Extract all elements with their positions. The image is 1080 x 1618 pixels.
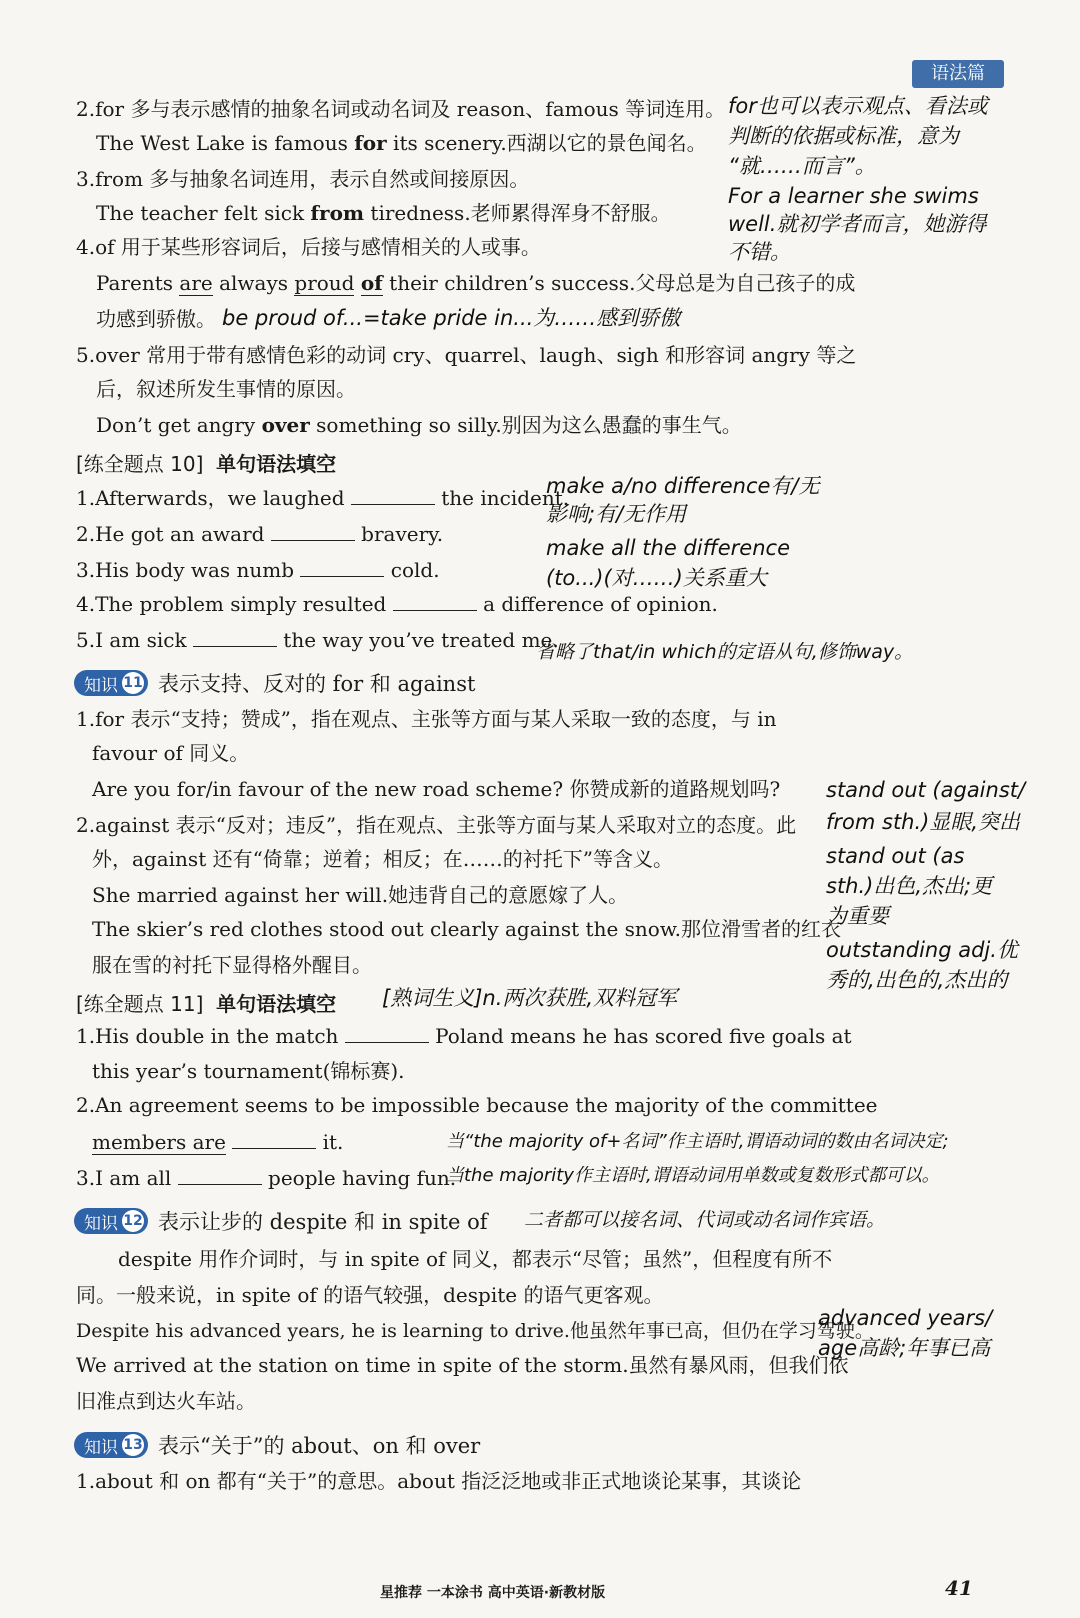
- handwritten-note: well.就初学者而言，她游得: [728, 212, 987, 236]
- answer-blank[interactable]: [271, 520, 355, 541]
- text-span: always: [212, 271, 295, 295]
- text-line: 外，against 还有“倚靠；逆着；相反；在……的衬托下”等含义。: [92, 847, 674, 871]
- handwritten-note: “就……而言”。: [728, 154, 876, 178]
- handwritten-note: [熟词生义]n.两次获胜,双料冠军: [382, 986, 678, 1010]
- handwritten-note: stand out (as: [826, 844, 965, 868]
- badge-label: 知识: [84, 1437, 118, 1458]
- item-text: 3.I am all: [76, 1166, 172, 1190]
- handwritten-note: 二者都可以接名词、代词或动名词作宾语。: [524, 1209, 886, 1231]
- keyword: of: [360, 271, 383, 295]
- text-span: something so silly.别因为这么愚蠢的事生气。: [309, 413, 742, 437]
- exercise-item: 2.An agreement seems to be impossible because the majority of the committee: [76, 1093, 878, 1117]
- underlined-word: proud: [294, 271, 355, 295]
- knowledge-heading: [74, 1430, 480, 1460]
- text-span: Don’t get angry: [96, 413, 262, 437]
- text-line: 1.about 和 on 都有“关于”的意思。about 指泛泛地或非正式地谈论某事，其谈论: [76, 1469, 802, 1493]
- knowledge-title: 表示“关于”的 about、on 和 over: [158, 1434, 481, 1458]
- answer-blank[interactable]: [351, 484, 435, 505]
- knowledge-heading: [74, 668, 475, 698]
- exercise-item: [76, 626, 559, 653]
- footer-text: 星推荐 一本涂书 高中英语·新教材版: [380, 1585, 606, 1601]
- handwritten-note: be proud of...=take pride in...为……感到骄傲: [222, 306, 681, 330]
- knowledge-badge: [74, 1432, 148, 1458]
- knowledge-title: 表示让步的 despite 和 in spite of: [158, 1210, 488, 1234]
- handwritten-note: make a/no difference有/无: [546, 474, 820, 498]
- text-line: 2.for 多与表示感情的抽象名词或动名词及 reason、famous 等词连用。: [76, 97, 726, 121]
- answer-blank[interactable]: [178, 1164, 262, 1185]
- handwritten-note: make all the difference: [546, 536, 791, 560]
- item-text: Poland means he has scored five goals at: [435, 1024, 852, 1048]
- text-line: 2.against 表示“反对；违反”，指在观点、主张等方面与某人采取对立的态度。此: [76, 813, 797, 837]
- handwritten-note: For a learner she swims: [728, 184, 979, 208]
- text-line: 功感到骄傲。: [96, 307, 216, 331]
- exercise-label: [练全题点 11]: [76, 992, 204, 1016]
- text-line: 5.over 常用于带有感情色彩的动词 cry、quarrel、laugh、sigh 和形容词 angry 等之: [76, 343, 857, 367]
- handwritten-note: age高龄;年事已高: [818, 1336, 991, 1360]
- exercise-item: [76, 1164, 456, 1191]
- item-text: the way you’ve treated me.: [283, 628, 559, 652]
- handwritten-note: 当“the majority of+名词”作主语时,谓语动词的数由名词决定;: [446, 1131, 949, 1152]
- text-span: Parents: [96, 271, 180, 295]
- handwritten-note: sth.)出色,杰出;更: [826, 874, 993, 898]
- badge-label: 知识: [84, 1213, 118, 1234]
- exercise-item: [76, 484, 569, 511]
- item-text: 3.His body was numb: [76, 558, 295, 582]
- badge-number: 13: [122, 1434, 144, 1456]
- exercise-heading: [76, 448, 336, 477]
- badge-number: 12: [122, 1210, 144, 1232]
- example-sentence: [96, 270, 855, 296]
- item-text: 1.Afterwards，we laughed: [76, 486, 345, 510]
- text-line: 服在雪的衬托下显得格外醒目。: [92, 953, 372, 977]
- item-text: cold.: [390, 558, 440, 582]
- exercise-item: [76, 590, 718, 617]
- exercise-title: 单句语法填空: [216, 452, 337, 476]
- item-text: bravery.: [361, 522, 444, 546]
- text-line: 4.of 用于某些形容词后，后接与感情相关的人或事。: [76, 235, 541, 259]
- handwritten-note: 不错。: [728, 240, 791, 264]
- knowledge-badge: [74, 1208, 148, 1234]
- handwritten-note: advanced years/: [818, 1306, 993, 1330]
- text-line: 3.from 多与抽象名词连用，表示自然或间接原因。: [76, 167, 530, 191]
- example-sentence: Despite his advanced years, he is learning to drive.他虽然年事已高，但仍在学习驾驶。: [76, 1320, 874, 1342]
- knowledge-heading: [74, 1206, 488, 1236]
- badge-number: 11: [122, 672, 144, 694]
- example-sentence: Are you for/in favour of the new road scheme? 你赞成新的道路规划吗?: [92, 777, 781, 801]
- exercise-item: this year’s tournament(锦标赛).: [92, 1059, 405, 1083]
- badge-label: 知识: [84, 675, 118, 696]
- exercise-item: [76, 556, 440, 583]
- exercise-item: [92, 1128, 343, 1155]
- example-sentence: [96, 412, 742, 438]
- handwritten-note: 省略了that/in which的定语从句,修饰way。: [536, 641, 914, 663]
- handwritten-note: for也可以表示观点、看法或: [728, 94, 988, 118]
- exercise-heading: [76, 988, 336, 1017]
- answer-blank[interactable]: [345, 1022, 429, 1043]
- page-number: 41: [945, 1576, 973, 1600]
- knowledge-title: 表示支持、反对的 for 和 against: [158, 672, 476, 696]
- text-line: 后，叙述所发生事情的原因。: [96, 377, 356, 401]
- keyword: from: [310, 201, 365, 225]
- item-text: 5.I am sick: [76, 628, 187, 652]
- text-line: 同。一般来说，in spite of 的语气较强，despite 的语气更客观。: [76, 1283, 664, 1307]
- item-text: members are: [92, 1130, 226, 1154]
- item-text: people having fun.: [268, 1166, 457, 1190]
- section-tag: 语法篇: [912, 60, 1004, 88]
- handwritten-note: outstanding adj.优: [826, 938, 1018, 962]
- exercise-title: 单句语法填空: [216, 992, 337, 1016]
- text-line: favour of 同义。: [92, 741, 250, 765]
- handwritten-note: 当the majority作主语时,谓语动词用单数或复数形式都可以。: [446, 1165, 940, 1186]
- item-text: a difference of opinion.: [483, 592, 718, 616]
- underlined-word: are: [179, 271, 213, 295]
- knowledge-badge: [74, 670, 148, 696]
- item-text: it.: [322, 1130, 344, 1154]
- text-line: despite 用作介词时，与 in spite of 同义，都表示“尽管；虽然”，但程度有所不: [118, 1247, 833, 1271]
- answer-blank[interactable]: [232, 1128, 316, 1149]
- text-span: tiredness.老师累得浑身不舒服。: [364, 201, 671, 225]
- item-text: 4.The problem simply resulted: [76, 592, 387, 616]
- answer-blank[interactable]: [193, 626, 277, 647]
- answer-blank[interactable]: [393, 590, 477, 611]
- handwritten-note: from sth.)显眼,突出: [826, 810, 1021, 834]
- text-span: The teacher felt sick: [96, 201, 311, 225]
- text-span: The West Lake is famous: [96, 131, 355, 155]
- handwritten-note: 秀的,出色的,杰出的: [826, 968, 1008, 992]
- text-line: 旧准点到达火车站。: [76, 1389, 256, 1413]
- text-line: 1.for 表示“支持；赞成”，指在观点、主张等方面与某人采取一致的态度，与 in: [76, 707, 777, 731]
- handwritten-note: 影响;有/无作用: [546, 502, 687, 526]
- handwritten-note: stand out (against/: [826, 778, 1026, 802]
- text-span: their children’s success.父母总是为自己孩子的成: [382, 271, 856, 295]
- handwritten-note: (to...)(对……)关系重大: [546, 566, 767, 590]
- item-text: 1.His double in the match: [76, 1024, 339, 1048]
- example-sentence: She married against her will.她违背自己的意愿嫁了人。: [92, 883, 629, 907]
- keyword: over: [261, 413, 310, 437]
- text-span: its scenery.西湖以它的景色闻名。: [386, 131, 707, 155]
- example-sentence: [96, 200, 671, 226]
- example-sentence: [96, 130, 707, 156]
- keyword: for: [354, 131, 387, 155]
- exercise-item: [76, 520, 443, 547]
- exercise-item: [76, 1022, 852, 1049]
- example-sentence: We arrived at the station on time in spite of the storm.虽然有暴风雨，但我们依: [76, 1353, 849, 1377]
- answer-blank[interactable]: [300, 556, 384, 577]
- exercise-label: [练全题点 10]: [76, 452, 204, 476]
- item-text: 2.He got an award: [76, 522, 265, 546]
- handwritten-note: 为重要: [826, 904, 889, 928]
- item-text: the incident.: [441, 486, 570, 510]
- example-sentence: The skier’s red clothes stood out clearly against the snow.那位滑雪者的红衣: [92, 917, 841, 941]
- handwritten-note: 判断的依据或标准，意为: [728, 124, 959, 148]
